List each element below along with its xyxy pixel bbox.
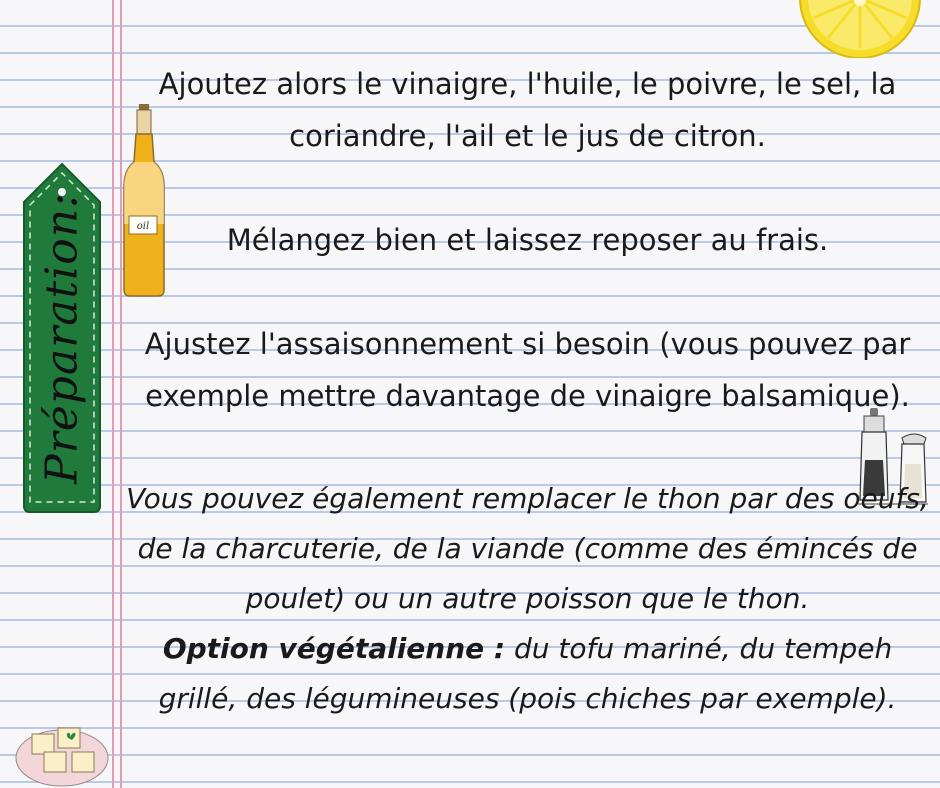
vegan-option-text: du tofu mariné, du tempeh grillé, des légumineuses (pois chiches par exemple). — [158, 632, 897, 715]
instruction-adjust-seasoning: Ajustez l'assaisonnement si besoin (vous pouvez par exemple mettre davantage de vinaigre balsamique). — [144, 327, 911, 413]
preparation-title: Préparation: — [36, 192, 88, 484]
instructions — [120, 58, 935, 724]
instruction-mix: Mélangez bien et laissez reposer au frais. — [226, 223, 829, 257]
instruction-add-ingredients: Ajoutez alors le vinaigre, l'huile, le poivre, le sel, la coriandre, l'ail et le jus de citron. — [158, 67, 897, 153]
vegan-option — [120, 624, 935, 724]
margin-line-left — [112, 0, 114, 788]
variation-note: Vous pouvez également remplacer le thon par des oeufs, de la charcuterie, de la viande (comme des émincés de poulet) ou un autre poisson que le thon. — [126, 482, 929, 615]
oil-label-text: oil — [136, 221, 150, 232]
lemon-slice-icon — [798, 0, 922, 58]
vegan-option-label: Option végétalienne : — [162, 632, 506, 665]
tofu-plate-icon — [14, 712, 112, 788]
